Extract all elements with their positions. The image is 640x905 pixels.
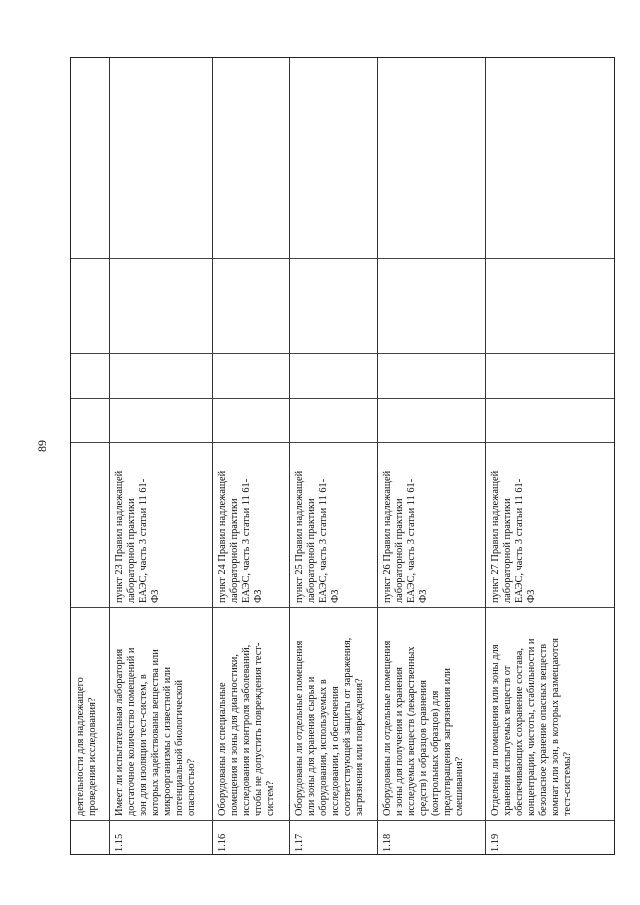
legal-reference-line: пункт 24 Правил надлежащей — [217, 470, 228, 603]
legal-reference-line: пункт 27 Правил надлежащей — [490, 470, 501, 603]
question-text-line: смешивания? — [454, 756, 465, 816]
legal-reference — [217, 471, 265, 603]
question-text — [217, 643, 277, 816]
question-text-line: (контрольных образцов) для — [430, 690, 441, 816]
legal-reference-cell — [110, 442, 212, 607]
question-text-line: исследовании, и обеспечения — [330, 686, 341, 816]
question-text-line: микроорганизмы с известной или — [162, 666, 173, 816]
question-text-line: чтобы не допустить повреждения тест- — [253, 642, 264, 816]
empty-cell — [110, 353, 212, 398]
legal-reference-line: лабораторной практики — [126, 498, 137, 603]
empty-cell — [378, 58, 485, 258]
question-text-cell — [71, 607, 109, 820]
question-text-line: загрязнения или повреждения? — [354, 678, 365, 816]
item-number-cell — [290, 820, 377, 856]
question-text-line: Оборудованы ли специальные — [217, 682, 228, 816]
empty-cell — [290, 258, 377, 353]
item-number — [294, 834, 306, 852]
question-text-line: предотвращения загрязнения или — [442, 668, 453, 816]
item-number — [217, 834, 229, 852]
legal-reference-line: ЕАЭС, часть 3 статьи 11 61- — [138, 478, 149, 603]
legal-reference-line: ЕАЭС, часть 3 статьи 11 61- — [514, 478, 525, 603]
question-text-line: Имеет ли испытательная лаборатория — [114, 648, 125, 816]
legal-reference-line: ФЗ — [418, 589, 429, 603]
question-text-cell — [486, 607, 614, 820]
empty-cell — [486, 353, 614, 398]
empty-cell — [486, 258, 614, 353]
question-text-line: которых задействованы вещества или — [150, 649, 161, 816]
question-text-cell — [378, 607, 485, 820]
question-text-line: Оборудованы ли отдельные помещения — [382, 640, 393, 816]
legal-reference-line: пункт 23 Правил надлежащей — [114, 470, 125, 603]
column-divider — [110, 398, 212, 399]
item-number-line: 1.18 — [382, 833, 393, 852]
question-text-cell — [110, 607, 212, 820]
empty-cell — [110, 58, 212, 258]
question-text-cell — [213, 607, 289, 820]
legal-reference — [382, 471, 430, 603]
empty-cell — [71, 58, 109, 258]
question-text — [382, 641, 466, 816]
legal-reference-line: лабораторной практики — [394, 498, 405, 603]
question-text-line: и зоны для получения и хранения — [394, 667, 405, 816]
question-text-line: потенциальной биологической — [174, 679, 185, 816]
item-number-line: 1.19 — [490, 833, 501, 852]
question-text-line: достаточное количество помещений и — [126, 647, 137, 816]
empty-cell — [71, 258, 109, 353]
question-text-line: исследуемых веществ (лекарственных — [406, 646, 417, 816]
item-number — [114, 834, 126, 852]
question-text-line: концентрации, чистоты, стабильности и — [526, 638, 537, 816]
empty-cell — [71, 353, 109, 398]
legal-reference-line: ЕАЭС, часть 3 статьи 11 61- — [318, 478, 329, 603]
question-text — [114, 648, 198, 816]
empty-cell — [213, 353, 289, 398]
empty-cell — [290, 58, 377, 258]
table-row-1-18 — [378, 58, 486, 854]
column-divider — [486, 398, 614, 399]
legal-reference-line: ФЗ — [253, 589, 264, 603]
question-text-line: Оборудованы ли отдельные помещения — [294, 640, 305, 816]
column-divider — [213, 398, 289, 399]
question-text-line: комнат или зон, в которых размещаются — [550, 638, 561, 816]
legal-reference-line: лабораторной практики — [229, 498, 240, 603]
legal-reference-cell — [213, 442, 289, 607]
legal-reference-cell — [290, 442, 377, 607]
item-number-line: 1.16 — [217, 833, 228, 852]
question-text-line: обеспечивающих сохранение состава, — [514, 647, 525, 816]
page-number: 89 — [35, 440, 49, 452]
question-text-line: безопасное хранение опасных веществ — [538, 643, 549, 816]
legal-reference-cell — [486, 442, 614, 607]
legal-reference-line: пункт 26 Правил надлежащей — [382, 470, 393, 603]
question-text-line: деятельности для надлежащего — [75, 677, 86, 816]
question-text-line: соответствующей защиты от заражения, — [342, 637, 353, 816]
legal-reference-line: ФЗ — [526, 589, 537, 603]
legal-reference — [490, 471, 538, 603]
legal-reference-cell — [378, 442, 485, 607]
column-divider — [378, 398, 485, 399]
legal-reference — [294, 471, 342, 603]
legal-reference — [114, 471, 162, 603]
empty-cell — [110, 258, 212, 353]
item-number-line: 1.17 — [294, 833, 305, 852]
legal-reference-line: ФЗ — [150, 589, 161, 603]
column-divider — [71, 820, 109, 821]
question-text-line: исследования и контроля заболеваний, — [241, 644, 252, 816]
item-number — [490, 834, 502, 852]
question-text-line: помещения и зоны для диагностики, — [229, 654, 240, 816]
question-text-line: средств) и образцов сравнения — [418, 680, 429, 816]
question-text-line: систем? — [265, 780, 276, 816]
column-divider — [71, 442, 109, 443]
table-row-1-16 — [213, 58, 290, 854]
empty-cell — [213, 258, 289, 353]
table-row-continuation — [71, 58, 110, 854]
legal-reference-line: лабораторной практики — [306, 498, 317, 603]
column-divider — [71, 398, 109, 399]
legal-reference-line: лабораторной практики — [502, 498, 513, 603]
empty-cell — [290, 353, 377, 398]
question-text — [490, 638, 574, 816]
legal-reference-line: ФЗ — [330, 589, 341, 603]
table-row-1-17 — [290, 58, 378, 854]
legal-reference-line: ЕАЭС, часть 3 статьи 11 61- — [406, 478, 417, 603]
question-text-line: зон для изоляции тест-систем, в — [138, 674, 149, 816]
question-text-line: хранения испытуемых веществ от — [502, 665, 513, 816]
legal-reference-line: пункт 25 Правил надлежащей — [294, 470, 305, 603]
item-number-cell — [213, 820, 289, 856]
question-text-line: или зоны для хранения сырья и — [306, 676, 317, 816]
table-row-1-15 — [110, 58, 213, 854]
question-text-cell — [290, 607, 377, 820]
legal-reference-line: ЕАЭС, часть 3 статьи 11 61- — [241, 478, 252, 603]
question-text — [75, 677, 99, 816]
question-text-line: проведения исследования? — [87, 697, 98, 816]
item-number-cell — [486, 820, 614, 856]
item-number — [382, 834, 394, 852]
empty-cell — [378, 258, 485, 353]
empty-cell — [486, 58, 614, 258]
item-number-line: 1.15 — [114, 833, 125, 852]
empty-cell — [378, 353, 485, 398]
question-text-line: тест-системы? — [562, 751, 573, 816]
item-number-cell — [378, 820, 485, 856]
item-number-cell — [110, 820, 212, 856]
table-row-1-19 — [486, 58, 614, 854]
question-text-line: оборудования, используемых в — [318, 679, 329, 816]
question-text — [294, 638, 366, 816]
checklist-table — [70, 57, 615, 855]
question-text-line: опасностью? — [186, 758, 197, 816]
question-text-line: Отделены ли помещения или зоны для — [490, 644, 501, 816]
empty-cell — [213, 58, 289, 258]
column-divider — [290, 398, 377, 399]
